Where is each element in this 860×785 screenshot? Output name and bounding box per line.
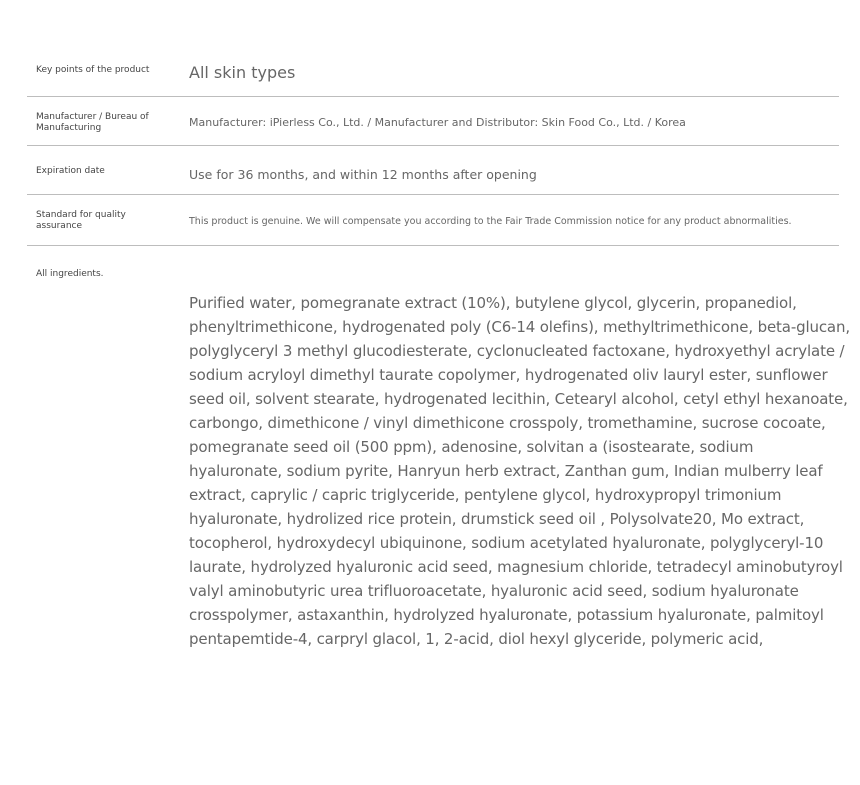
product-info-row-expiration xyxy=(27,146,839,195)
product-info-table xyxy=(27,47,850,686)
row-value: All skin types xyxy=(189,63,296,82)
product-info-row-manufacturer xyxy=(27,97,839,146)
row-value: This product is genuine. We will compensate you according to the Fair Trade Commission notice for any product abnormalities. xyxy=(189,216,792,227)
row-label: Expiration date xyxy=(36,166,105,176)
product-info-row-key-points xyxy=(27,47,839,97)
row-label: All ingredients. xyxy=(36,269,104,279)
product-info-row-quality-assurance xyxy=(27,195,839,246)
row-label: Key points of the product xyxy=(36,65,150,75)
row-label: Manufacturer / Bureau of Manufacturing xyxy=(36,112,149,133)
row-value: Use for 36 months, and within 12 months after opening xyxy=(189,167,537,182)
product-info-row-ingredients xyxy=(27,246,850,686)
row-label: Standard for quality assurance xyxy=(36,210,126,231)
row-value: Manufacturer: iPierless Co., Ltd. / Manufacturer and Distributor: Skin Food Co., Ltd. / Korea xyxy=(189,116,686,129)
ingredients-list: Purified water, pomegranate extract (10%), butylene glycol, glycerin, propanediol, phenyltrimethicone, hydrogenated poly (C6-14 olefins), methyltrimethicone, beta-glucan, polyglyceryl 3 methyl glucodiesterate, cyclonucleated factoxane, hydroxyethyl acrylate / sodium acryloyl dimethyl taurate copolymer, hydrogenated oliv lauryl ester, sunflower seed oil, solvent stearate, hydrogenated lecithin, Cetearyl alcohol, cetyl ethyl hexanoate, carbongo, dimethicone / vinyl dimethicone crosspoly, tromethamine, sucrose cocoate, pomegranate seed oil (500 ppm), adenosine, solvitan a (isostearate, sodium hyaluronate, sodium pyrite, Hanryun herb extract, Zanthan gum, Indian mulberry leaf extract, caprylic / capric triglyceride, pentylene glycol, hydroxypropyl trimonium hyaluronate, hydrolized rice protein, drumstick seed oil , Polysolvate20, Mo extract, tocopherol, hydroxydecyl ubiquinone, sodium acetylated hyaluronate, polyglyceryl-10 laurate, hydrolyzed hyaluronic acid seed, magnesium chloride, tetradecyl aminobutyroyl valyl aminobutyric urea trifluoroacetate, hyaluronic acid seed, sodium hyaluronate crosspolymer, astaxanthin, hydrolyzed hyaluronate, potassium hyaluronate, palmitoyl pentapemtide-4, carpryl glacol, 1, 2-acid, diol hexyl glyceride, polymeric acid, xyxy=(189,294,850,648)
